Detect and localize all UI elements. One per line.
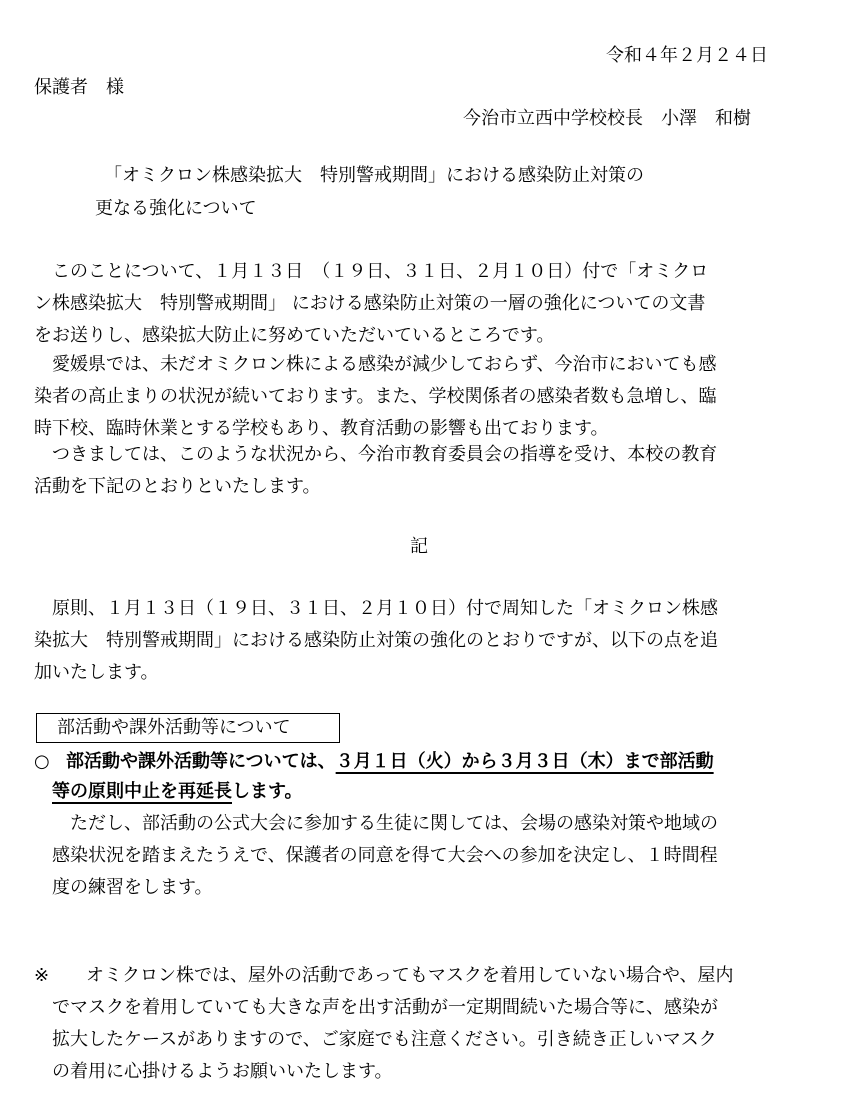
note-paragraph (52, 960, 832, 1088)
text-line: オミクロン株では、屋外の活動であってもマスクを着用していない場合や、屋内 (68, 965, 734, 986)
text-line: 加いたします。 (34, 662, 159, 683)
text-line: 拡大したケースがありますので、ご家庭でも注意ください。引き続き正しいマスク (52, 1029, 717, 1050)
document-date: 令和４年２月２４日 (606, 45, 768, 66)
text-line: 度の練習をします。 (52, 877, 213, 898)
recipient: 保護者 様 (34, 77, 124, 98)
club-suspension-line-2 (52, 776, 303, 808)
bullet-circle: ○ (34, 751, 50, 772)
sender: 今治市立西中学校校長 小澤 和樹 (463, 108, 751, 129)
text-line: 感染状況を踏まえたうえで、保護者の同意を得て大会への参加を決定し、１時間程 (52, 845, 718, 866)
text-line: ン株感染拡大 特別警戒期間」 における感染防止対策の一層の強化についての文書 (34, 293, 706, 314)
intro-paragraph-3 (34, 439, 824, 503)
intro-paragraph-1 (34, 256, 824, 352)
intro-paragraph-2 (34, 349, 824, 445)
club-suspension-line-1 (66, 746, 714, 778)
text-line: 活動を下記のとおりといたします。 (34, 476, 321, 497)
bold-lead: 部活動や課外活動等については、 (66, 751, 336, 772)
section-heading-box: 部活動や課外活動等について (36, 713, 340, 743)
text-line: つきましては、このような状況から、今治市教育委員会の指導を受け、本校の教育 (34, 444, 718, 465)
document-title-line-2: 更なる強化について (95, 198, 257, 219)
text-line: このことについて、１月１３日 （１９日、３１日、２月１０日）付で「オミクロ (34, 261, 709, 282)
club-detail-paragraph (52, 808, 832, 904)
text-line: をお送りし、感染拡大防止に努めていただいているところです。 (34, 325, 555, 346)
text-line: 愛媛県では、未だオミクロン株による感染が減少しておらず、今治市においても感 (34, 354, 717, 375)
note-mark: ※ (34, 965, 50, 986)
bold-tail: します。 (232, 781, 303, 802)
principle-paragraph (34, 593, 824, 689)
text-line: 原則、１月１３日（１９日、３１日、２月１０日）付で周知した「オミクロン株感 (34, 598, 718, 619)
underlined-extension: 等の原則中止を再延長 (52, 781, 232, 802)
text-line: でマスクを着用していても大きな声を出す活動が一定期間続いた場合等に、感染が (52, 997, 718, 1018)
document-title-line-1: 「オミクロン株感染拡大 特別警戒期間」における感染防止対策の (104, 165, 644, 186)
text-line: 時下校、臨時休業とする学校もあり、教育活動の影響も出ております。 (34, 418, 609, 439)
text-line: 染拡大 特別警戒期間」における感染防止対策の強化のとおりですが、以下の点を追 (34, 630, 718, 651)
underlined-period: ３月１日（火）から３月３日（木）まで部活動 (335, 751, 714, 772)
ki-heading: 記 (410, 536, 428, 557)
text-line: の着用に心掛けるようお願いいたします。 (52, 1061, 393, 1082)
text-line: ただし、部活動の公式大会に参加する生徒に関しては、会場の感染対策や地域の (52, 813, 718, 834)
text-line: 染者の高止まりの状況が続いております。また、学校関係者の感染者数も急増し、臨 (34, 386, 717, 407)
